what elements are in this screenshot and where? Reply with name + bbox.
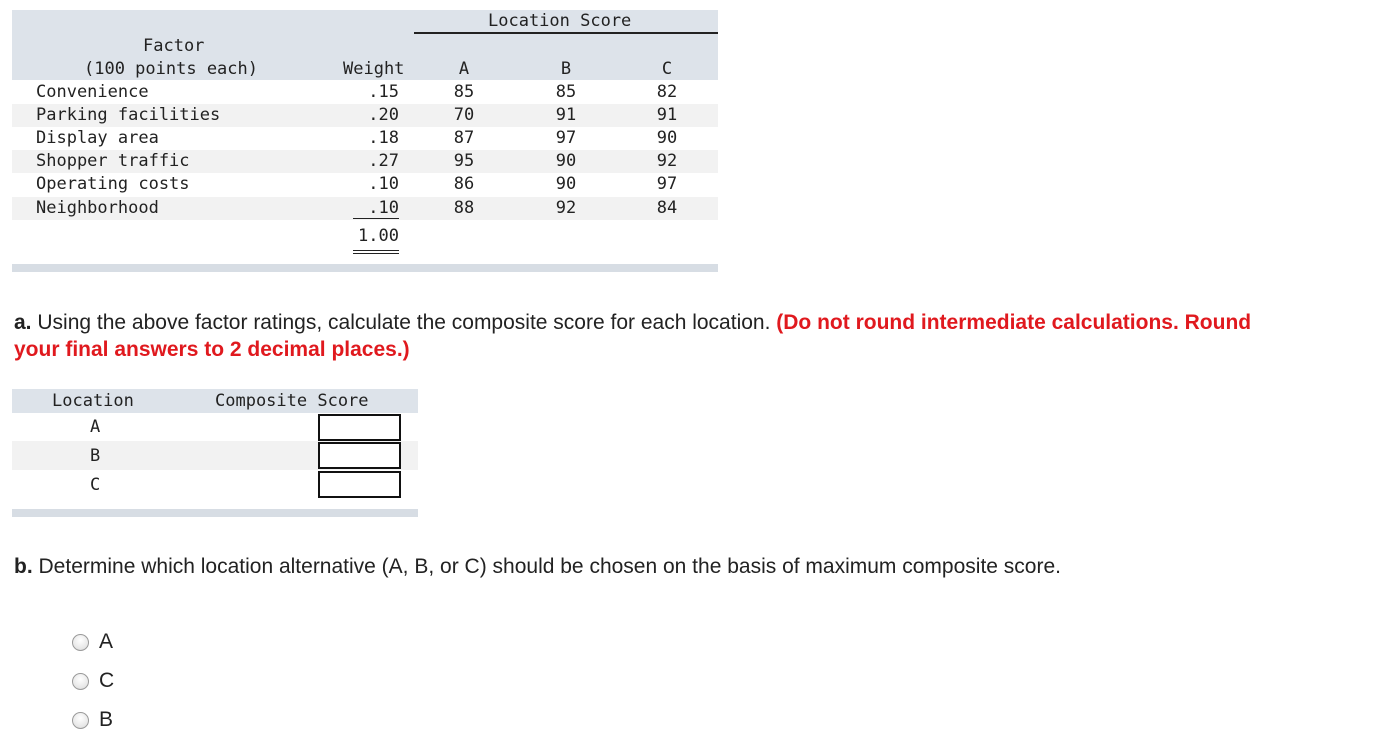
factor-header-line1: Factor bbox=[143, 36, 205, 56]
location-label: C bbox=[90, 475, 101, 495]
table-bottom-bar bbox=[12, 509, 418, 517]
weight-value: .10 bbox=[368, 198, 399, 218]
group-header-rule bbox=[414, 32, 718, 34]
double-rule-top bbox=[353, 250, 399, 251]
score-a: 86 bbox=[453, 174, 475, 194]
score-b: 97 bbox=[555, 128, 577, 148]
radio-button[interactable] bbox=[72, 712, 89, 729]
table-bottom-bar bbox=[12, 264, 718, 272]
question-b-label: b. bbox=[14, 555, 33, 578]
score-b: 90 bbox=[555, 151, 577, 171]
column-header-a: A bbox=[458, 59, 470, 79]
factor-name: Display area bbox=[36, 128, 159, 148]
weight-header: Weight bbox=[343, 59, 405, 79]
option-label: B bbox=[99, 708, 114, 731]
score-c: 84 bbox=[656, 198, 678, 218]
weight-total: 1.00 bbox=[358, 226, 399, 246]
factor-name: Operating costs bbox=[36, 174, 190, 194]
location-label: A bbox=[90, 417, 101, 437]
composite-score-table bbox=[12, 389, 418, 517]
question-a-label: a. bbox=[14, 311, 32, 334]
factor-name: Parking facilities bbox=[36, 105, 221, 125]
question-a-instruction-2: your final answers to 2 decimal places.) bbox=[14, 338, 410, 361]
factor-rating-table bbox=[12, 10, 718, 272]
question-a-instruction-1: (Do not round intermediate calculations. Round bbox=[776, 311, 1252, 334]
score-c: 92 bbox=[656, 151, 678, 171]
radio-button[interactable] bbox=[72, 634, 89, 651]
factor-name: Convenience bbox=[36, 82, 149, 102]
option-b[interactable] bbox=[72, 709, 113, 731]
weight-value: .10 bbox=[368, 174, 399, 194]
option-a[interactable] bbox=[72, 631, 113, 653]
factor-name: Neighborhood bbox=[36, 198, 159, 218]
location-label: B bbox=[90, 446, 101, 466]
weight-value: .27 bbox=[368, 151, 399, 171]
column-header-c: C bbox=[661, 59, 673, 79]
option-label: C bbox=[99, 669, 115, 692]
option-c[interactable] bbox=[72, 670, 114, 692]
question-b bbox=[14, 553, 1061, 580]
weight-value: .18 bbox=[368, 128, 399, 148]
score-b: 85 bbox=[555, 82, 577, 102]
sum-rule bbox=[353, 218, 399, 219]
score-c: 97 bbox=[656, 174, 678, 194]
score-c: 90 bbox=[656, 128, 678, 148]
radio-button[interactable] bbox=[72, 673, 89, 690]
score-b: 91 bbox=[555, 105, 577, 125]
composite-score-input-c[interactable] bbox=[318, 471, 401, 498]
score-c: 91 bbox=[656, 105, 678, 125]
weight-value: .20 bbox=[368, 105, 399, 125]
composite-score-input-a[interactable] bbox=[318, 414, 401, 441]
score-b: 90 bbox=[555, 174, 577, 194]
question-a-text: Using the above factor ratings, calculate the composite score for each location. bbox=[37, 311, 771, 334]
score-a: 85 bbox=[453, 82, 475, 102]
factor-name: Shopper traffic bbox=[36, 151, 190, 171]
score-b: 92 bbox=[555, 198, 577, 218]
location-header: Location bbox=[52, 391, 134, 411]
score-a: 70 bbox=[453, 105, 475, 125]
weight-value: .15 bbox=[368, 82, 399, 102]
question-a bbox=[14, 309, 1251, 363]
factor-header-line2: (100 points each) bbox=[84, 59, 258, 79]
double-rule-bottom bbox=[353, 253, 399, 254]
question-b-text: Determine which location alternative (A, B, or C) should be chosen on the basis of maximum composite score. bbox=[38, 555, 1061, 578]
location-score-header: Location Score bbox=[488, 11, 632, 31]
composite-score-header: Composite Score bbox=[215, 391, 369, 411]
score-a: 87 bbox=[453, 128, 475, 148]
column-header-b: B bbox=[560, 59, 572, 79]
score-c: 82 bbox=[656, 82, 678, 102]
score-a: 88 bbox=[453, 198, 475, 218]
option-label: A bbox=[99, 630, 114, 653]
score-a: 95 bbox=[453, 151, 475, 171]
composite-score-input-b[interactable] bbox=[318, 442, 401, 469]
